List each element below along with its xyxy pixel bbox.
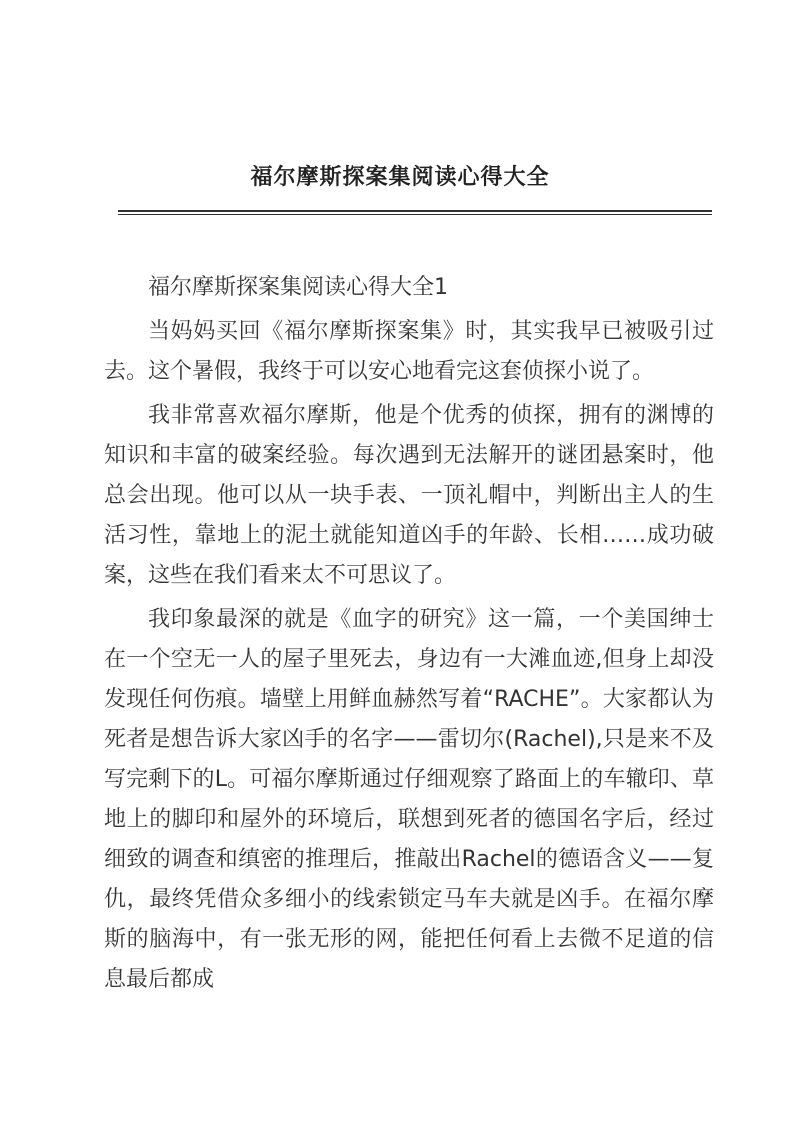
section-heading: 福尔摩斯探案集阅读心得大全1 — [148, 275, 448, 300]
paragraph: 我印象最深的就是《血字的研究》这一篇，一个美国绅士在一个空无一人的屋子里死去，身边有一大滩血迹,但身上却没发现任何伤痕。墙壁上用鲜血赫然写着“RACHE”。大家都认为死者是想告诉大家凶手的名字——雷切尔(Rachel),只是来不及写完剩下的L。可福尔摩斯通过仔细观察了路面上的车辙印、草地上的脚印和屋外的环境后，联想到死者的德国名字后，经过细致的调查和缜密的推理后，推敲出Rachel的德语含义——复仇，最终凭借众多细小的线索锁定马车夫就是凶手。在福尔摩斯的脑海中，有一张无形的网，能把任何看上去微不足道的信息最后都成 — [104, 607, 714, 992]
title-divider-thin — [118, 214, 712, 215]
paragraph: 我非常喜欢福尔摩斯，他是个优秀的侦探，拥有的渊博的知识和丰富的破案经验。每次遇到无法解开的谜团悬案时，他总会出现。他可以从一块手表、一顶礼帽中，判断出主人的生活习性，靠地上的泥土就能知道凶手的年龄、长相……成功破案，这些在我们看来太不可思议了。 — [104, 403, 714, 588]
document-title: 福尔摩斯探案集阅读心得大全 — [250, 164, 550, 190]
title-divider-thick — [118, 210, 712, 212]
paragraph: 当妈妈买回《福尔摩斯探案集》时，其实我早已被吸引过去。这个暑假，我终于可以安心地看完这套侦探小说了。 — [104, 319, 714, 384]
document-body — [104, 268, 714, 1004]
